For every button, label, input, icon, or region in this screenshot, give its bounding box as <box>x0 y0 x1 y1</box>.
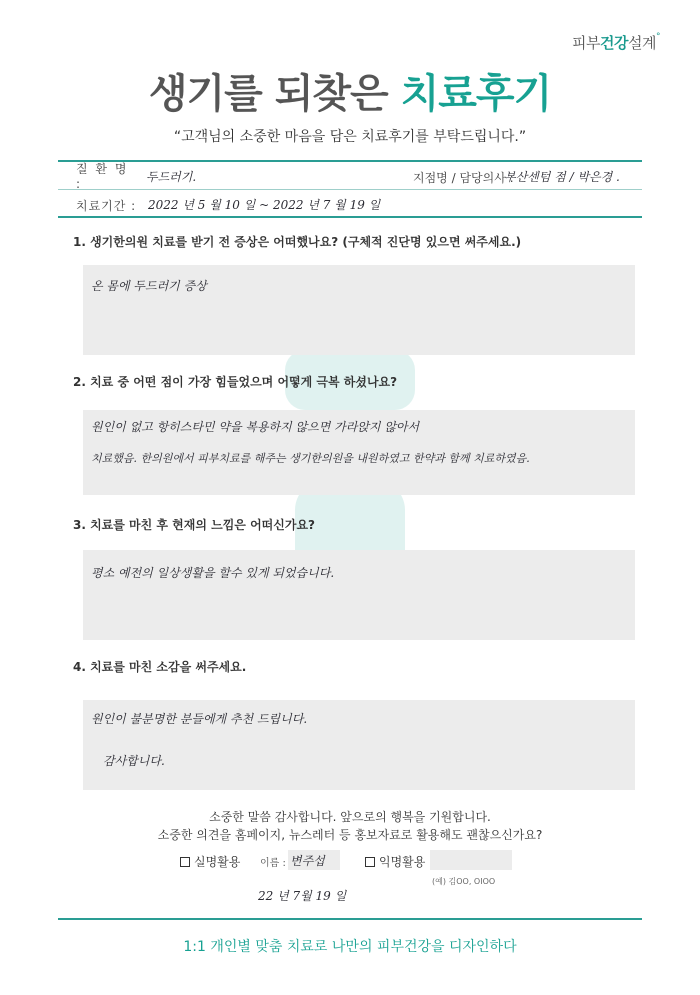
answer-1-line-1: 온 몸에 두드러기 증상 <box>91 279 207 293</box>
closing-line-2: 소중한 의견을 홈페이지, 뉴스레터 등 홍보자료로 활용해도 괜찮으신가요? <box>157 828 543 842</box>
signature-date: 22 년 7월 19 일 <box>258 889 347 903</box>
answer-box-1 <box>83 265 635 355</box>
question-1: 1. 생기한의원 치료를 받기 전 증상은 어떠했나요? (구체적 진단명 있으면 써주세요.) <box>73 235 522 249</box>
disease-label: 질 환 명 : <box>76 162 129 191</box>
example-text: (예) 김OO, OIOO <box>432 877 496 886</box>
branch-label: 지점명 / 담당의사 : <box>413 171 514 185</box>
anon-checkbox[interactable] <box>365 857 375 867</box>
period-value: 2022 년 5 월 10 일 ~ 2022 년 7 월 19 일 <box>148 198 381 212</box>
brand-prefix: 피부 <box>572 34 601 52</box>
footer-divider <box>58 918 642 920</box>
answer-2-line-2: 치료했음. 한의원에서 피부치료를 해주는 생기한의원을 내원하였고 한약과 함께 치료하였음. <box>91 452 530 465</box>
page-subtitle: “고객님의 소중한 마음을 담은 치료후기를 부탁드립니다.” <box>173 129 527 145</box>
info-table <box>58 160 642 218</box>
brand-mark: ° <box>656 32 660 42</box>
question-2: 2. 치료 중 어떤 점이 가장 힘들었으며 어떻게 극복 하셨나요? <box>73 375 398 389</box>
answer-box-3 <box>83 550 635 640</box>
answer-4-line-1: 원인이 불분명한 분들에게 추천 드립니다. <box>91 712 308 726</box>
answer-3-line-1: 평소 예전의 일상생활을 할수 있게 되었습니다. <box>91 566 335 580</box>
anon-option[interactable] <box>365 853 425 870</box>
name-label: 이름 : <box>260 858 286 869</box>
real-name-option[interactable] <box>180 853 240 870</box>
anon-field[interactable] <box>430 850 512 870</box>
brand-logo <box>572 32 660 53</box>
anon-label: 익명활용 <box>379 855 426 869</box>
page-title <box>0 62 700 119</box>
real-name-checkbox[interactable] <box>180 857 190 867</box>
footer-slogan: 1:1 개인별 맞춤 치료로 나만의 피부건강을 디자인하다 <box>183 939 517 955</box>
branch-value: 부산센텀 점 / 박은경 . <box>504 170 620 184</box>
period-label: 치료기간 : <box>76 199 137 213</box>
closing-line-1: 소중한 말씀 감사합니다. 앞으로의 행복을 기원합니다. <box>209 810 491 824</box>
real-name-label: 실명활용 <box>194 855 241 869</box>
disease-value: 두드러기. <box>146 170 197 184</box>
brand-suffix: 설계 <box>628 34 656 52</box>
consent-options <box>180 850 540 872</box>
question-3: 3. 치료를 마친 후 현재의 느낌은 어떠신가요? <box>73 518 316 532</box>
info-row-period <box>58 189 642 216</box>
name-value: 변주섭 <box>290 854 325 868</box>
title-plain: 생기를 되찾은 <box>148 71 401 117</box>
question-4: 4. 치료를 마친 소감을 써주세요. <box>73 660 247 674</box>
info-row-disease <box>58 162 642 189</box>
brand-bold: 건강 <box>600 34 629 52</box>
answer-2-line-1: 원인이 없고 항히스타민 약을 복용하지 않으면 가라앉지 않아서 <box>91 420 420 434</box>
answer-4-line-2: 감사합니다. <box>103 754 165 768</box>
answer-box-2 <box>83 410 635 495</box>
answer-box-4 <box>83 700 635 790</box>
name-field[interactable] <box>288 850 340 870</box>
title-accent: 치료후기 <box>400 71 552 117</box>
